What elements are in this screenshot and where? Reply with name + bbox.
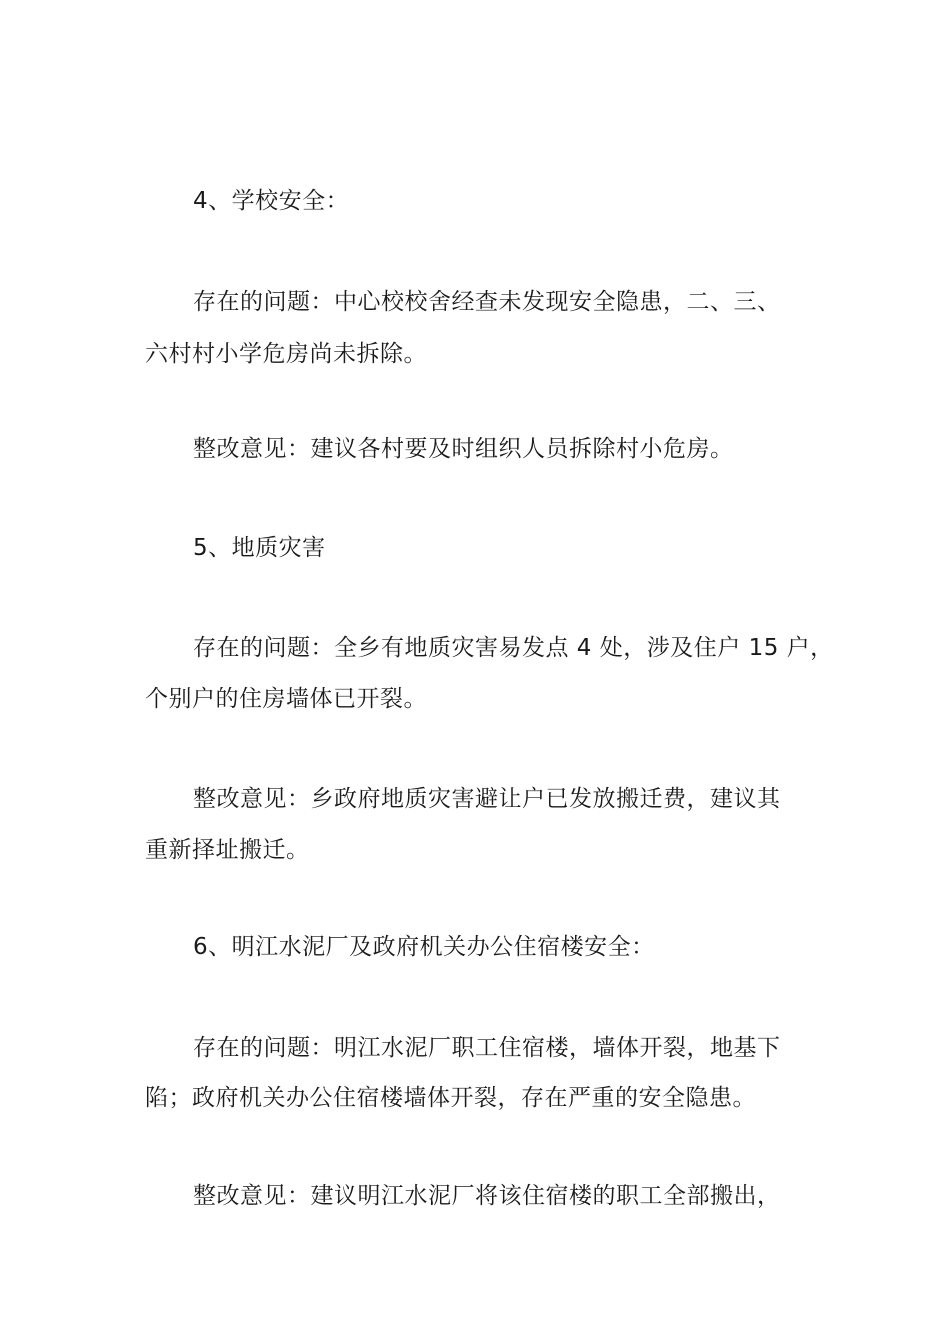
section-heading-geological-disaster: 5、地质灾害 [193,535,326,561]
paragraph-line: 存在的问题：明江水泥厂职工住宿楼，墙体开裂，地基下 [193,1035,781,1061]
paragraph-line: 整改意见：建议明江水泥厂将该住宿楼的职工全部搬出， [193,1183,781,1209]
section-heading-school-safety: 4、学校安全： [193,188,350,214]
paragraph-line: 陷；政府机关办公住宿楼墙体开裂，存在严重的安全隐患。 [145,1085,756,1111]
paragraph-line: 六村村小学危房尚未拆除。 [145,341,427,367]
paragraph-line: 存在的问题：中心校校舍经查未发现安全隐患，二、三、 [193,289,781,315]
paragraph-line: 重新择址搬迁。 [145,837,310,863]
paragraph-line: 整改意见：乡政府地质灾害避让户已发放搬迁费，建议其 [193,786,781,812]
paragraph-line: 存在的问题：全乡有地质灾害易发点 4 处，涉及住户 15 户， [193,635,834,661]
section-heading-cement-plant-safety: 6、明江水泥厂及政府机关办公住宿楼安全： [193,934,655,960]
paragraph-line: 个别户的住房墙体已开裂。 [145,686,427,712]
paragraph-line: 整改意见：建议各村要及时组织人员拆除村小危房。 [193,436,734,462]
